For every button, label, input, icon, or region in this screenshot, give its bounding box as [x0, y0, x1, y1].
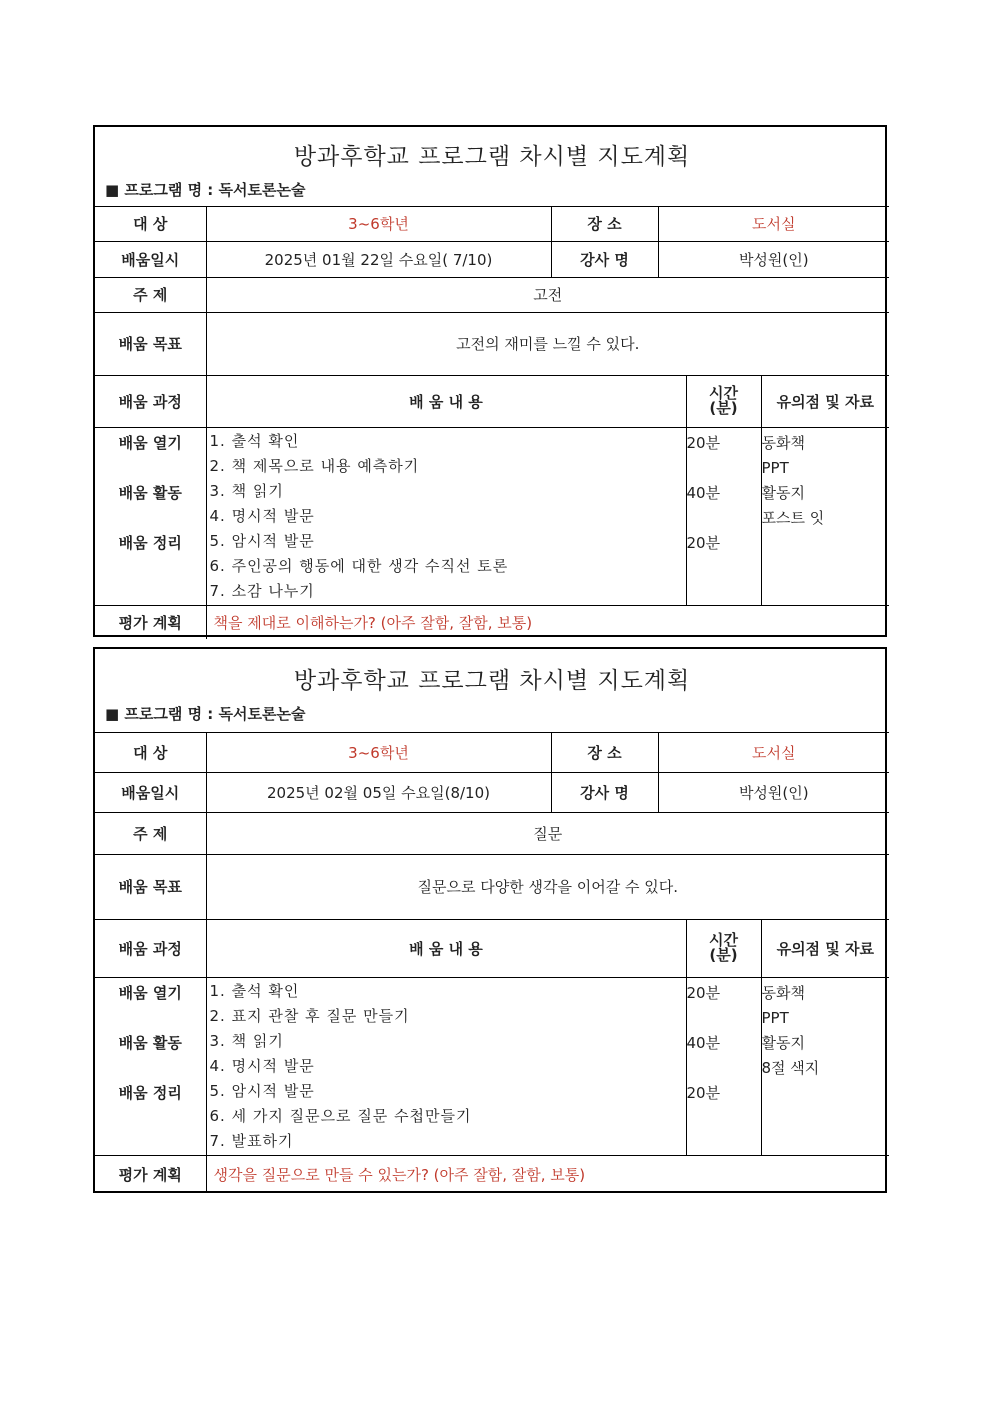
- time-item: 20분: [686, 983, 721, 1002]
- stages-cell: [95, 427, 206, 605]
- plan-title: 방과후학교 프로그램 차시별 지도계획: [293, 144, 691, 171]
- materials-label: 유의점 및 자료: [761, 919, 889, 977]
- list-item: 6. 세 가지 질문으로 질문 수첩만들기: [209, 1106, 472, 1125]
- time-item: 40분: [686, 1033, 721, 1052]
- time-label-line1: 시간: [709, 931, 738, 949]
- topic-label: 주 제: [95, 812, 206, 854]
- material-item: PPT: [761, 458, 789, 477]
- eval-label: 평가 계획: [95, 605, 206, 639]
- plan-title: 방과후학교 프로그램 차시별 지도계획: [293, 668, 691, 695]
- list-item: 5. 암시적 발문: [209, 531, 315, 550]
- topic-value: 고전: [206, 277, 889, 312]
- process-label: 배움 과정: [95, 375, 206, 427]
- date-label: 배움일시: [95, 772, 206, 812]
- content-label: 배 움 내 용: [206, 375, 686, 427]
- place-label: 장 소: [551, 206, 658, 241]
- time-label-line2: (분): [709, 399, 738, 417]
- date-value: 2025년 02월 05일 수요일(8/10): [206, 772, 551, 812]
- stage-activity: 배움 활동: [118, 483, 182, 502]
- list-item: 2. 표지 관찰 후 질문 만들기: [209, 1006, 410, 1025]
- stage-open: 배움 열기: [118, 983, 182, 1002]
- place-label: 장 소: [551, 732, 658, 772]
- material-item: PPT: [761, 1008, 789, 1027]
- goal-label: 배움 목표: [95, 312, 206, 375]
- time-label-line2: (분): [709, 946, 738, 964]
- materials-list: [761, 427, 889, 605]
- place-value: 도서실: [658, 732, 889, 772]
- lesson-plan-2: [93, 647, 887, 1193]
- lesson-plan-1: [93, 125, 887, 637]
- goal-value: 고전의 재미를 느낄 수 있다.: [206, 312, 889, 375]
- eval-label: 평가 계획: [95, 1155, 206, 1193]
- time-list: [686, 977, 761, 1155]
- target-value: 3~6학년: [206, 732, 551, 772]
- list-item: 1. 출석 확인: [209, 981, 300, 1000]
- content-list: [206, 427, 686, 605]
- goal-value: 질문으로 다양한 생각을 이어갈 수 있다.: [206, 854, 889, 919]
- material-item: 활동지: [761, 483, 805, 502]
- stage-close: 배움 정리: [118, 533, 182, 552]
- list-item: 3. 책 읽기: [209, 481, 284, 500]
- program-name: ■ 프로그램 명 : 독서토론논술: [105, 181, 306, 200]
- program-name: ■ 프로그램 명 : 독서토론논술: [105, 705, 306, 724]
- time-label: [686, 919, 761, 977]
- plan-table: [95, 649, 889, 1193]
- list-item: 4. 명시적 발문: [209, 1056, 315, 1075]
- content-label: 배 움 내 용: [206, 919, 686, 977]
- stage-close: 배움 정리: [118, 1083, 182, 1102]
- time-label: [686, 375, 761, 427]
- time-label-line1: 시간: [709, 384, 738, 402]
- topic-label: 주 제: [95, 277, 206, 312]
- eval-value: 책을 제대로 이해하는가? (아주 잘함, 잘함, 보통): [206, 605, 889, 639]
- material-item: 8절 색지: [761, 1058, 820, 1077]
- stage-activity: 배움 활동: [118, 1033, 182, 1052]
- time-item: 20분: [686, 1083, 721, 1102]
- date-value: 2025년 01월 22일 수요일( 7/10): [206, 241, 551, 277]
- stages-cell: [95, 977, 206, 1155]
- plan-table: [95, 127, 889, 639]
- list-item: 6. 주인공의 행동에 대한 생각 수직선 토론: [209, 556, 509, 575]
- list-item: 2. 책 제목으로 내용 예측하기: [209, 456, 420, 475]
- teacher-label: 강사 명: [551, 241, 658, 277]
- teacher-value: 박성원(인): [658, 241, 889, 277]
- material-item: 포스트 잇: [761, 508, 825, 527]
- list-item: 7. 소감 나누기: [209, 581, 315, 600]
- place-value: 도서실: [658, 206, 889, 241]
- content-list: [206, 977, 686, 1155]
- teacher-value: 박성원(인): [658, 772, 889, 812]
- list-item: 3. 책 읽기: [209, 1031, 284, 1050]
- target-label: 대 상: [95, 732, 206, 772]
- time-list: [686, 427, 761, 605]
- list-item: 5. 암시적 발문: [209, 1081, 315, 1100]
- date-label: 배움일시: [95, 241, 206, 277]
- list-item: 4. 명시적 발문: [209, 506, 315, 525]
- material-item: 활동지: [761, 1033, 805, 1052]
- target-label: 대 상: [95, 206, 206, 241]
- plan-header: [95, 649, 889, 732]
- materials-list: [761, 977, 889, 1155]
- time-item: 40분: [686, 483, 721, 502]
- list-item: 1. 출석 확인: [209, 431, 300, 450]
- time-item: 20분: [686, 433, 721, 452]
- plan-header: [95, 127, 889, 206]
- material-item: 동화책: [761, 983, 805, 1002]
- material-item: 동화책: [761, 433, 805, 452]
- list-item: 7. 발표하기: [209, 1131, 294, 1150]
- stage-open: 배움 열기: [118, 433, 182, 452]
- teacher-label: 강사 명: [551, 772, 658, 812]
- eval-value: 생각을 질문으로 만들 수 있는가? (아주 잘함, 잘함, 보통): [206, 1155, 889, 1193]
- goal-label: 배움 목표: [95, 854, 206, 919]
- target-value: 3~6학년: [206, 206, 551, 241]
- topic-value: 질문: [206, 812, 889, 854]
- process-label: 배움 과정: [95, 919, 206, 977]
- time-item: 20분: [686, 533, 721, 552]
- materials-label: 유의점 및 자료: [761, 375, 889, 427]
